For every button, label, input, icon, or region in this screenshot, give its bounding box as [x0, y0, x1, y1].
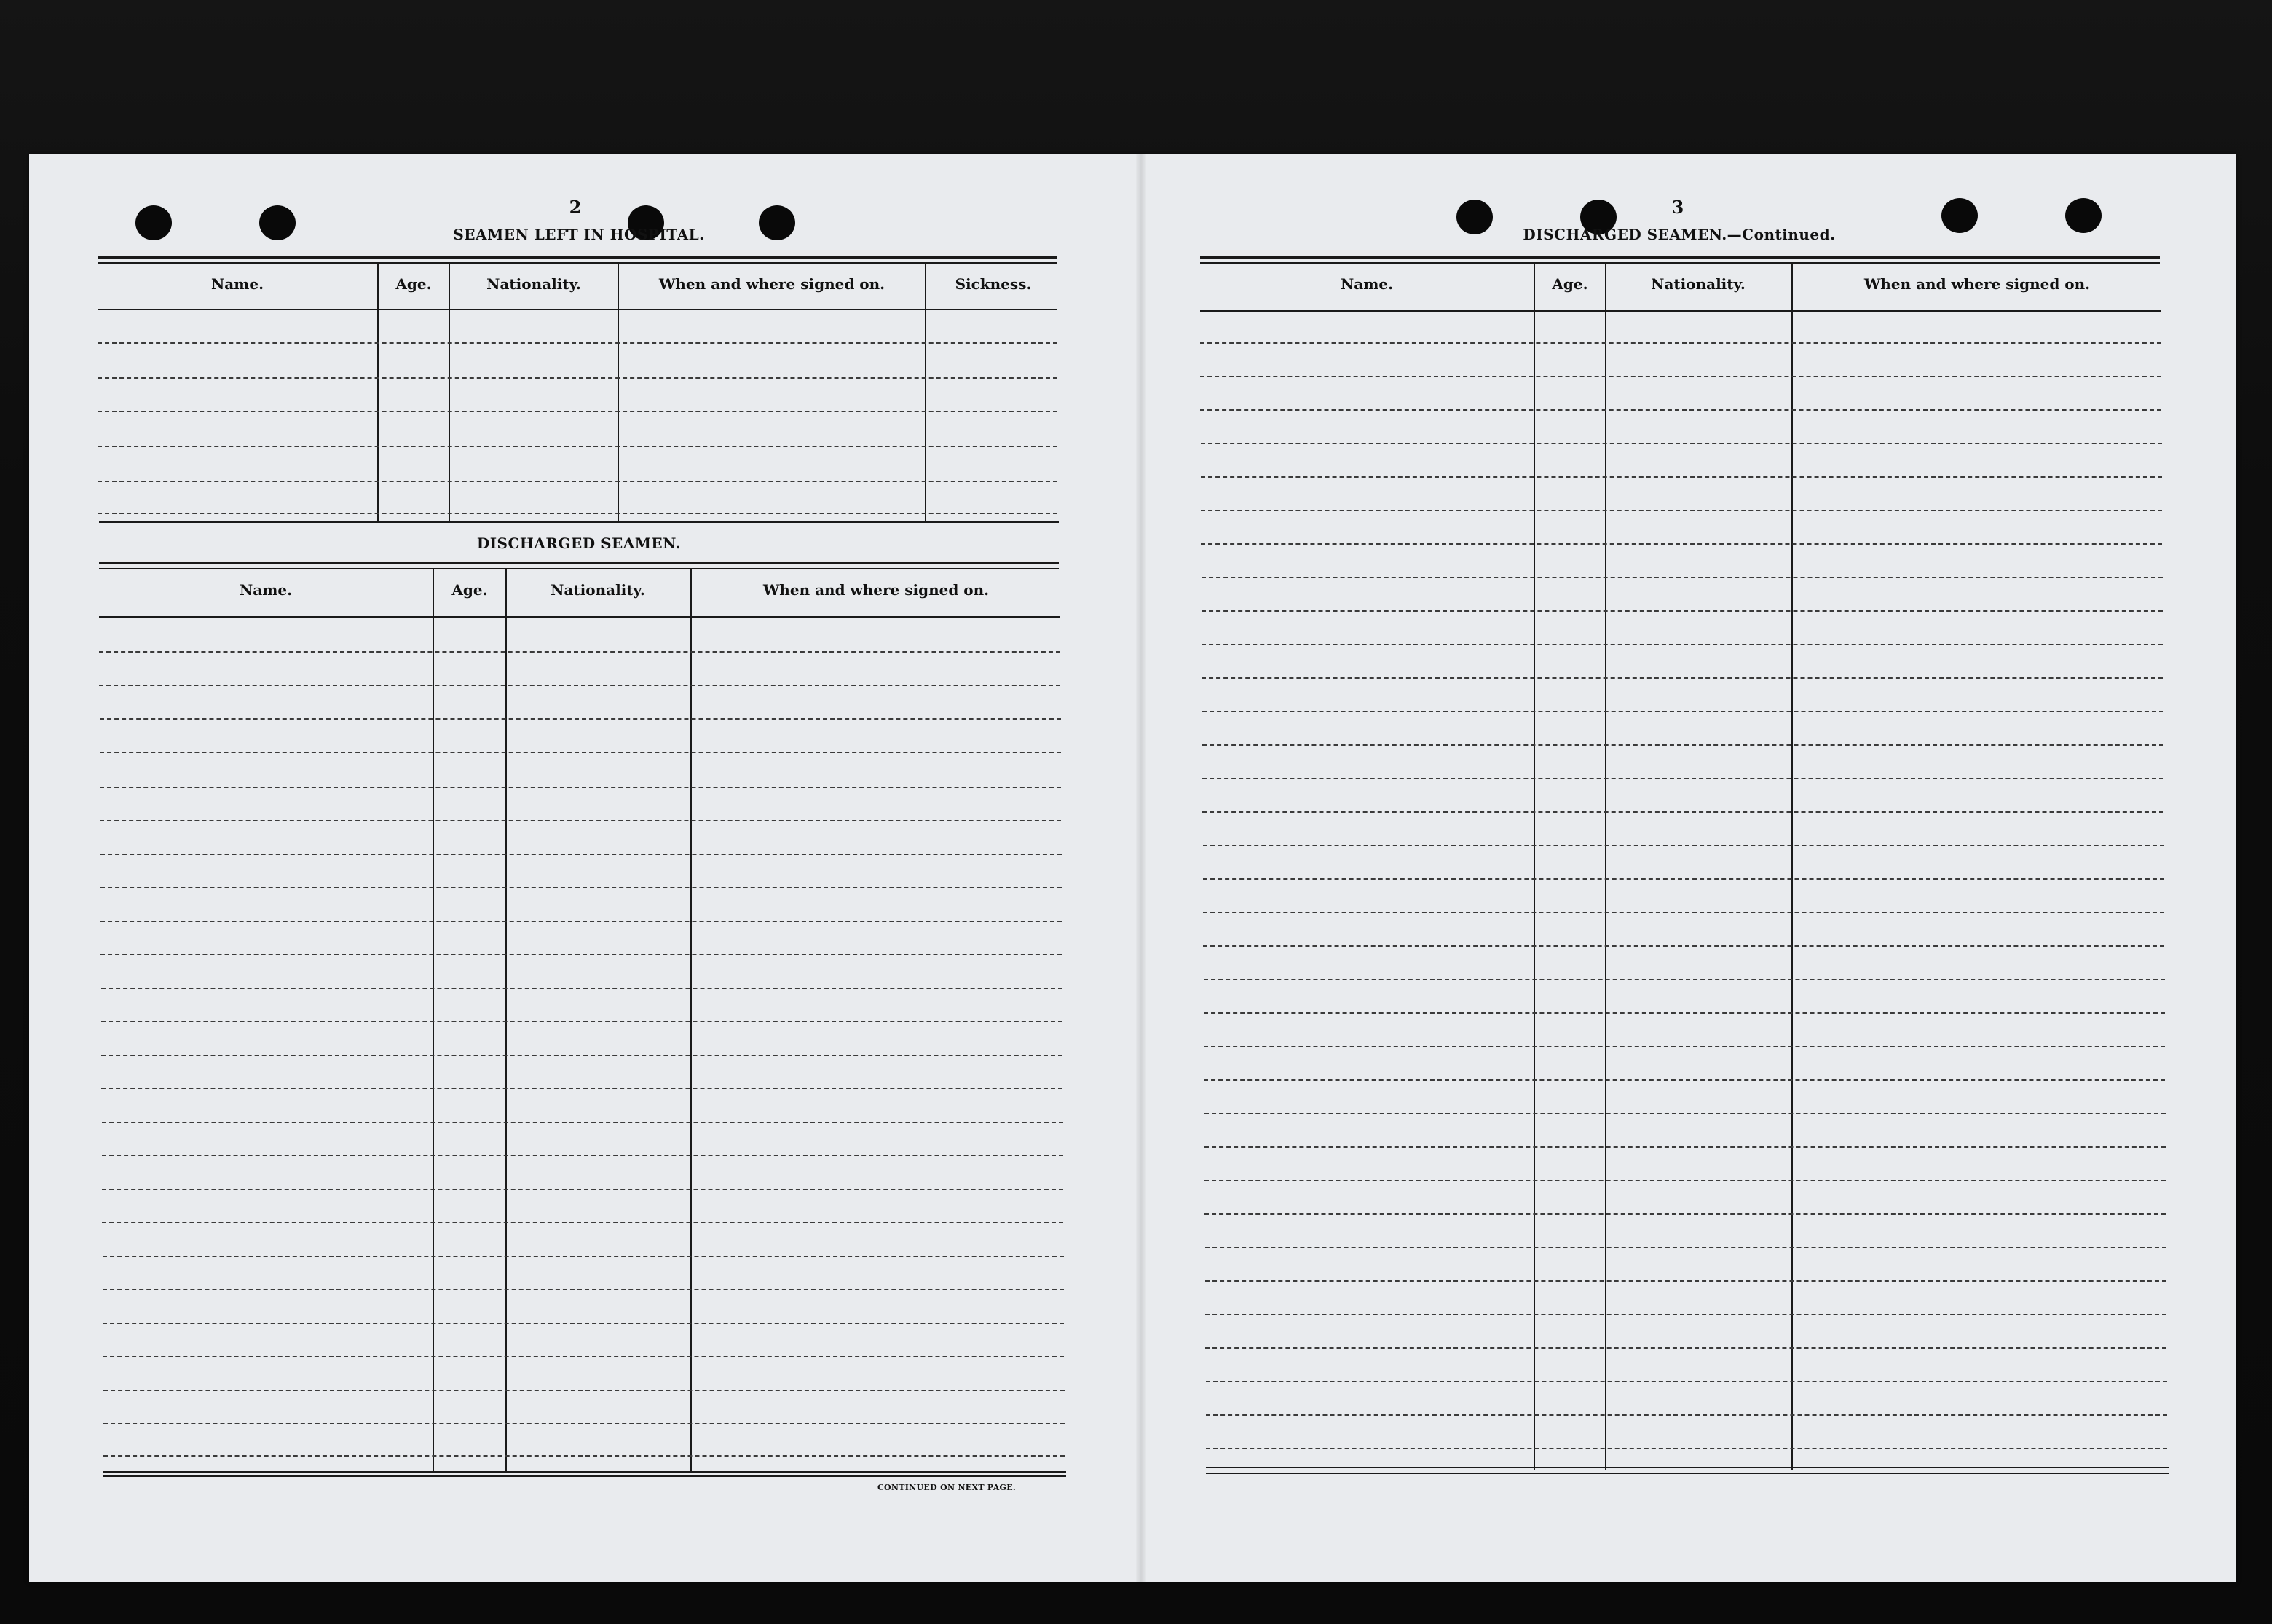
ledger-row	[100, 854, 1062, 855]
ledger-row	[98, 411, 1057, 412]
right-top-rule-2	[1200, 262, 2160, 264]
discharged-bottom-rule	[103, 1471, 1066, 1473]
ledger-row	[1201, 476, 2162, 478]
continued-note: CONTINUED ON NEXT PAGE.	[877, 1483, 1017, 1492]
ledger-row	[1202, 778, 2163, 779]
ledger-row	[100, 887, 1062, 888]
ledger-row	[98, 513, 1057, 514]
ledger-row	[100, 787, 1061, 788]
ledger-row	[99, 685, 1060, 686]
hospital-col-divider	[449, 262, 450, 521]
punch-hole	[759, 205, 795, 240]
hospital-col-name: Name.	[210, 275, 264, 293]
discharged-col-nationality: Nationality.	[551, 581, 645, 599]
hospital-col-sickness: Sickness.	[955, 275, 1032, 293]
ledger-row	[101, 988, 1062, 989]
discharged-section-title: DISCHARGED SEAMEN.	[476, 535, 682, 552]
right-col-divider	[1605, 264, 1606, 1470]
ledger-row	[1202, 811, 2163, 813]
ledger-row	[98, 446, 1057, 447]
ledger-row	[100, 752, 1061, 753]
right-col-signed-on: When and where signed on.	[1863, 275, 2091, 293]
hospital-col-age: Age.	[395, 275, 432, 293]
ledger-row	[1203, 945, 2164, 947]
ledger-row	[1205, 1314, 2166, 1315]
discharged-col-signed-on: When and where signed on.	[762, 581, 990, 599]
punch-hole	[1456, 200, 1493, 234]
right-top-rule	[1200, 256, 2160, 259]
ledger-row	[1204, 1046, 2165, 1047]
ledger-row	[99, 651, 1060, 653]
ledger-row	[1202, 577, 2163, 578]
ledger-row	[100, 820, 1061, 821]
hospital-col-divider	[618, 262, 619, 521]
hospital-section-title: SEAMEN LEFT IN HOSPITAL.	[453, 226, 705, 243]
right-header-rule	[1200, 310, 2161, 312]
ledger-row	[1201, 543, 2162, 545]
page-fold	[1136, 154, 1146, 1582]
discharged-top-rule-2	[99, 568, 1059, 569]
ledger-row	[1200, 342, 2161, 344]
ledger-row	[1202, 744, 2163, 746]
ledger-row	[1202, 677, 2163, 679]
ledger-row	[98, 481, 1057, 482]
discharged-col-name: Name.	[239, 581, 293, 599]
ledger-row	[1203, 878, 2164, 880]
ledger-row	[1204, 1180, 2166, 1181]
right-bottom-rule	[1206, 1467, 2169, 1468]
punch-hole	[135, 205, 172, 240]
right-col-nationality: Nationality.	[1651, 275, 1746, 293]
ledger-row	[102, 1189, 1063, 1190]
ledger-row	[1200, 376, 2161, 377]
ledger-row	[102, 1122, 1063, 1123]
ledger-row	[103, 1256, 1064, 1257]
ledger-row	[1202, 711, 2163, 712]
hospital-header-rule	[98, 309, 1057, 310]
left-page-number: 2	[569, 197, 582, 218]
ledger-row	[103, 1356, 1064, 1357]
ledger-row	[100, 954, 1062, 955]
punch-hole	[259, 205, 296, 240]
ledger-sheet	[29, 154, 2236, 1582]
ledger-row	[1204, 1012, 2165, 1014]
discharged-header-rule	[99, 616, 1060, 618]
ledger-row	[103, 1390, 1065, 1391]
ledger-row	[1202, 610, 2163, 612]
punch-hole	[1941, 198, 1978, 233]
ledger-row	[1205, 1280, 2166, 1282]
ledger-row	[1204, 1079, 2165, 1081]
discharged-top-rule	[99, 562, 1059, 564]
right-col-name: Name.	[1340, 275, 1394, 293]
right-col-divider	[1534, 264, 1535, 1470]
ledger-row	[103, 1289, 1064, 1290]
discharged-col-divider	[505, 568, 507, 1471]
ledger-row	[102, 1222, 1063, 1223]
ledger-row	[101, 1055, 1062, 1056]
ledger-row	[100, 921, 1062, 922]
ledger-row	[1206, 1381, 2167, 1382]
hospital-col-nationality: Nationality.	[486, 275, 581, 293]
ledger-row	[103, 1423, 1065, 1424]
ledger-row	[1203, 845, 2164, 846]
ledger-row	[1204, 1213, 2166, 1215]
ledger-row	[1202, 644, 2163, 645]
ledger-row	[98, 342, 1057, 344]
right-bottom-rule-2	[1206, 1473, 2169, 1474]
discharged-bottom-rule-2	[103, 1475, 1066, 1477]
ledger-row	[1201, 443, 2162, 444]
ledger-row	[1205, 1247, 2166, 1248]
ledger-row	[100, 718, 1061, 720]
hospital-bottom-rule	[99, 521, 1059, 523]
ledger-row	[1200, 409, 2161, 411]
right-page-number: 3	[1671, 197, 1684, 218]
right-page-title: DISCHARGED SEAMEN.—Continued.	[1523, 226, 1836, 243]
ledger-row	[103, 1323, 1064, 1324]
ledger-row	[1203, 912, 2164, 913]
ledger-row	[98, 377, 1057, 379]
right-col-divider	[1791, 264, 1793, 1470]
ledger-row	[102, 1155, 1063, 1156]
ledger-row	[1205, 1347, 2166, 1349]
hospital-top-rule	[98, 256, 1057, 259]
discharged-col-divider	[690, 568, 692, 1471]
discharged-col-divider	[433, 568, 434, 1471]
ledger-row	[101, 1021, 1062, 1022]
ledger-row	[1204, 1113, 2166, 1114]
ledger-row	[1204, 979, 2165, 980]
ledger-row	[1204, 1146, 2166, 1148]
right-col-age: Age.	[1552, 275, 1588, 293]
hospital-top-rule-2	[98, 262, 1057, 264]
hospital-col-signed-on: When and where signed on.	[658, 275, 885, 293]
discharged-col-age: Age.	[451, 581, 488, 599]
punch-hole	[2065, 198, 2102, 233]
hospital-col-divider	[925, 262, 926, 521]
hospital-col-divider	[377, 262, 379, 521]
ledger-row	[101, 1088, 1062, 1089]
ledger-row	[1206, 1414, 2167, 1416]
ledger-row	[1201, 510, 2162, 511]
ledger-row	[103, 1455, 1065, 1457]
ledger-row	[1206, 1448, 2167, 1449]
